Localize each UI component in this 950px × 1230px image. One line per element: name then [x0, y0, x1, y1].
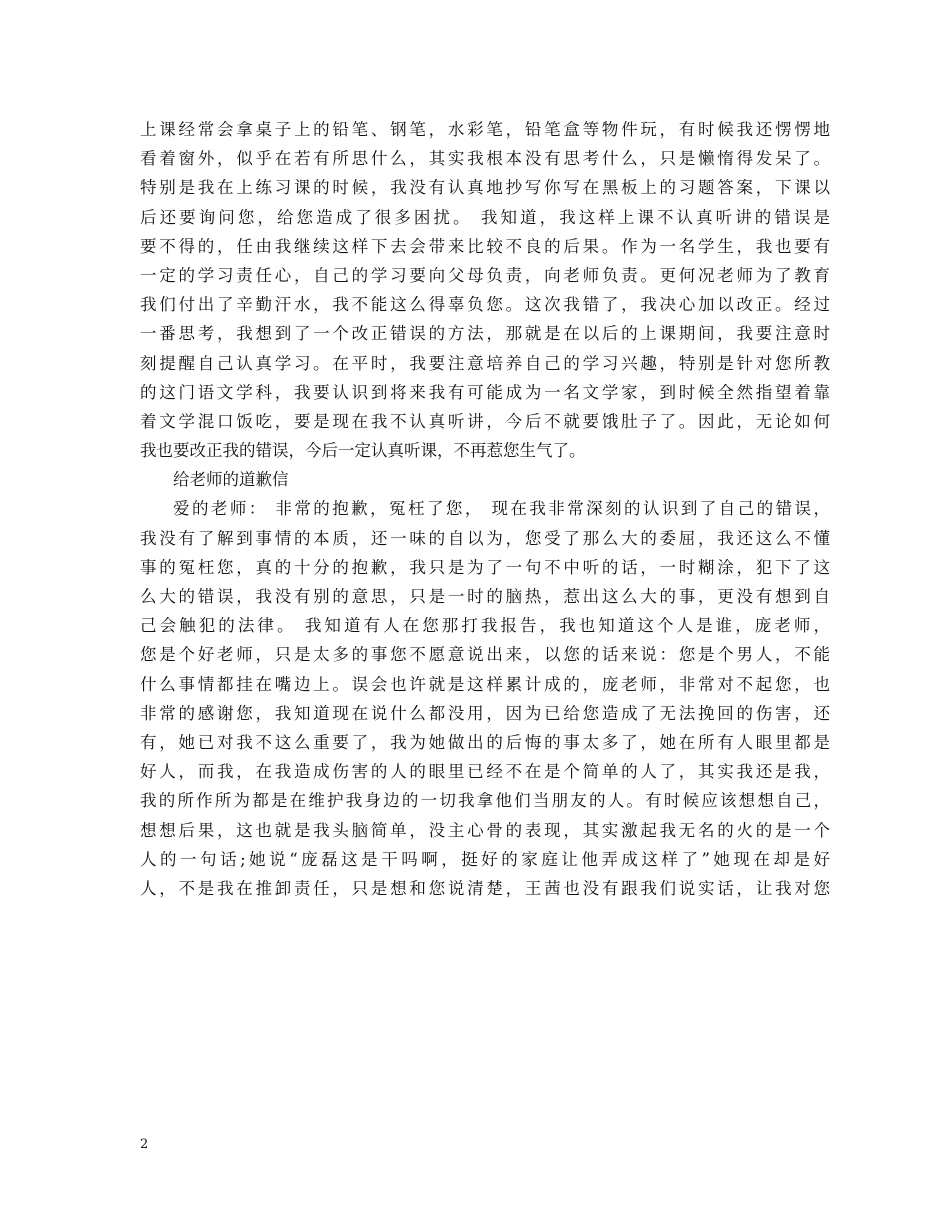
text-line: 人，不是我在推卸责任，只是想和您说清楚，王茜也没有跟我们说实话，让我对您 — [140, 878, 830, 898]
text-line: 我的所作所为都是在维护我身边的一切我拿他们当朋友的人。有时候应该想想自己， — [140, 791, 830, 811]
text-line: 我们付出了辛勤汗水，我不能这么得辜负您。这次我错了，我决心加以改正。经过 — [140, 295, 830, 315]
text-line: 己会触犯的法律。 我知道有人在您那打我报告，我也知道这个人是谁，庞老师， — [140, 616, 830, 636]
text-line: 一番思考，我想到了一个改正错误的方法，那就是在以后的上课期间，我要注意时 — [140, 324, 830, 344]
text-line: 什么事情都挂在嘴边上。误会也许就是这样累计成的，庞老师，非常对不起您，也 — [140, 674, 830, 694]
text-line: 好人，而我，在我造成伤害的人的眼里已经不在是个简单的人了，其实我还是我， — [140, 762, 830, 782]
text-line: 爱的老师： 非常的抱歉，冤枉了您， 现在我非常深刻的认识到了自己的错误， — [173, 499, 830, 519]
text-line: 有，她已对我不这么重要了，我为她做出的后悔的事太多了，她在所有人眼里都是 — [140, 732, 830, 752]
text-line: 我也要改正我的错误，今后一定认真听课，不再惹您生气了。 — [140, 441, 586, 461]
text-line: 要不得的，任由我继续这样下去会带来比较不良的后果。作为一名学生，我也要有 — [140, 236, 830, 256]
text-line: 后还要询问您，给您造成了很多困扰。 我知道，我这样上课不认真听讲的错误是 — [140, 207, 830, 227]
text-line: 么大的错误，我没有别的意思，只是一时的脑热，惹出这么大的事，更没有想到自 — [140, 587, 830, 606]
text-line: 非常的感谢您，我知道现在说什么都没用，因为已给您造成了无法挽回的伤害，还 — [140, 703, 830, 723]
text-line: 想想后果，这也就是我头脑简单，没主心骨的表现，其实激起我无名的火的是一个 — [140, 820, 830, 840]
text-line: 看着窗外，似乎在若有所思什么，其实我根本没有思考什么，只是懒惰得发呆了。 — [140, 149, 830, 169]
page-number: 2 — [140, 1137, 149, 1152]
text-line: 的这门语文学科，我要认识到将来我有可能成为一名文学家，到时候全然指望着靠 — [140, 382, 830, 402]
text-line: 上课经常会拿桌子上的铅笔、钢笔，水彩笔，铅笔盒等物件玩，有时候我还愣愣地 — [140, 120, 830, 139]
text-line: 一定的学习责任心，自己的学习要向父母负责，向老师负责。更何况老师为了教育 — [140, 265, 830, 285]
text-line: 我没有了解到事情的本质，还一味的自以为，您受了那么大的委屈，我还这么不懂 — [140, 528, 830, 548]
text-line: 着文学混口饭吃，要是现在我不认真听讲，今后不就要饿肚子了。因此，无论如何 — [140, 411, 830, 431]
text-line: 特别是我在上练习课的时候，我没有认真地抄写你写在黑板上的习题答案，下课以 — [140, 178, 830, 198]
body-text — [140, 115, 830, 903]
text-line: 您是个好老师，只是太多的事您不愿意说出来，以您的话来说：您是个男人，不能 — [140, 645, 830, 665]
text-line: 事的冤枉您，真的十分的抱歉，我只是为了一句不中听的话，一时糊涂，犯下了这 — [140, 557, 830, 577]
text-line: 人的一句话;她说“庞磊这是干吗啊，挺好的家庭让他弄成这样了”她现在却是好 — [140, 849, 830, 869]
text-line: 刻提醒自己认真学习。在平时，我要注意培养自己的学习兴趣，特别是针对您所教 — [140, 353, 830, 373]
text-line: 给老师的道歉信 — [173, 470, 289, 490]
